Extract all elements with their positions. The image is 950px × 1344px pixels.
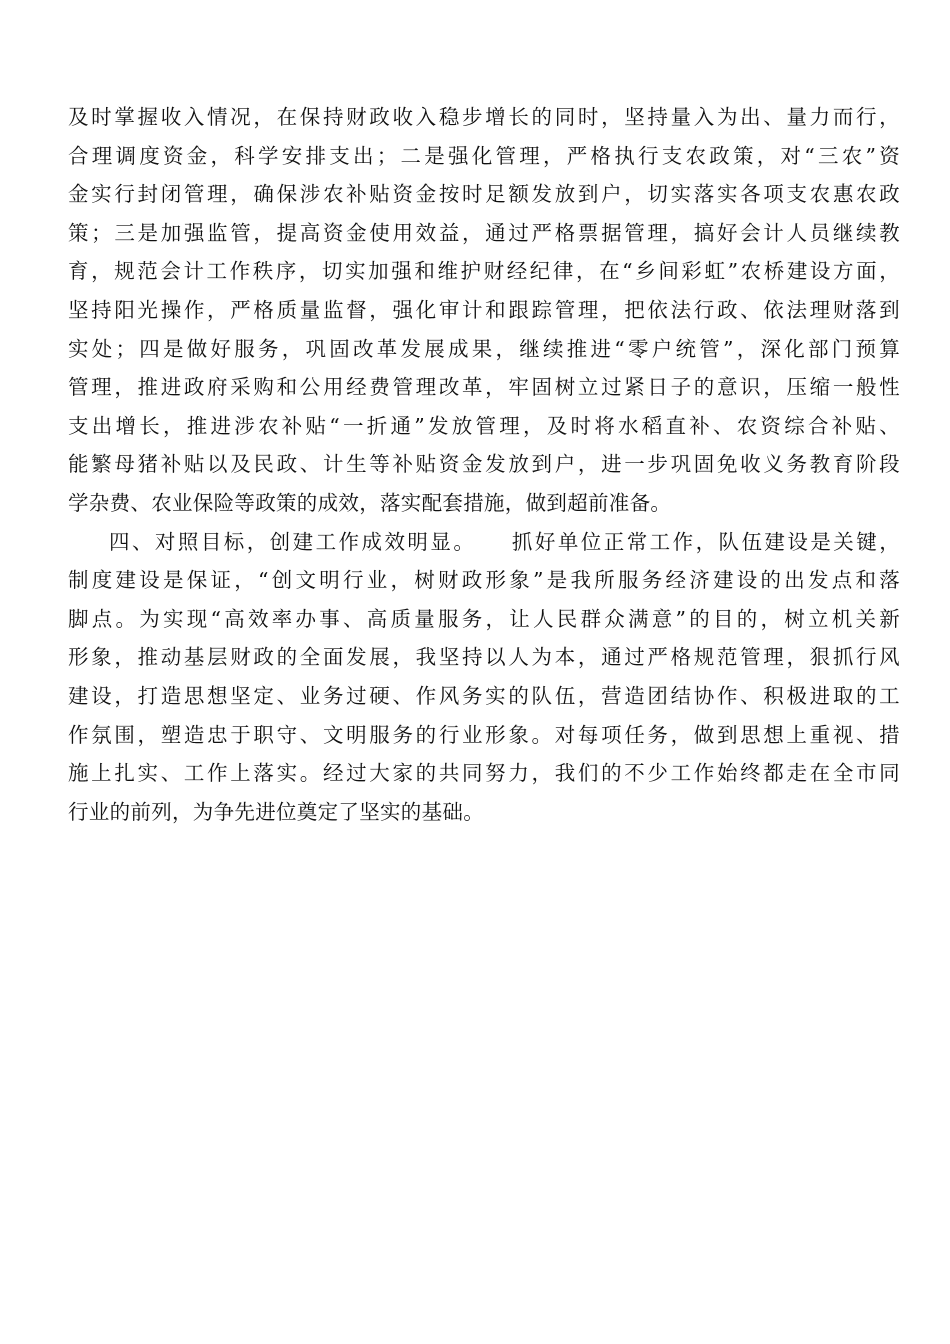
- text-line: 脚点。为实现“高效率办事、高质量服务，让人民群众满意”的目的，树立机关新: [68, 606, 900, 631]
- text-line: 策；三是加强监管，提高资金使用效益，通过严格票据管理，搞好会计人员继续教: [68, 220, 900, 245]
- text-line: 能繁母猪补贴以及民政、计生等补贴资金发放到户，进一步巩固免收义务教育阶段: [68, 452, 900, 477]
- text-line: 实处；四是做好服务，巩固改革发展成果，继续推进“零户统管”，深化部门预算: [68, 336, 900, 361]
- text-line: 形象，推动基层财政的全面发展，我坚持以人为本，通过严格规范管理，狠抓行风: [68, 645, 900, 670]
- text-line: 金实行封闭管理，确保涉农补贴资金按时足额发放到户，切实落实各项支农惠农政: [68, 182, 900, 207]
- document-body: [68, 98, 900, 831]
- text-line: 坚持阳光操作，严格质量监督，强化审计和跟踪管理，把依法行政、依法理财落到: [68, 297, 900, 322]
- text-line: 行业的前列，为争先进位奠定了坚实的基础。: [68, 799, 484, 824]
- text-line: 学杂费、农业保险等政策的成效，落实配套措施，做到超前准备。: [68, 490, 672, 515]
- text-line: 及时掌握收入情况，在保持财政收入稳步增长的同时，坚持量入为出、量力而行，: [68, 105, 900, 129]
- text-line: 作氛围，塑造忠于职守、文明服务的行业形象。对每项任务，做到思想上重视、措: [68, 722, 900, 747]
- paragraph-2: [68, 523, 900, 832]
- paragraph-heading-line: 四、对照目标，创建工作成效明显。 抓好单位正常工作，队伍建设是关键，: [109, 529, 900, 554]
- text-line: 管理，推进政府采购和公用经费管理改革，牢固树立过紧日子的意识，压缩一般性: [68, 375, 900, 400]
- text-line: 建设，打造思想坚定、业务过硬、作风务实的队伍，营造团结协作、积极进取的工: [68, 683, 900, 708]
- text-line: 合理调度资金，科学安排支出；二是强化管理，严格执行支农政策，对“三农”资: [68, 143, 900, 168]
- text-line: 支出增长，推进涉农补贴“一折通”发放管理，及时将水稻直补、农资综合补贴、: [68, 413, 900, 438]
- paragraph-1: [68, 98, 900, 523]
- text-line: 施上扎实、工作上落实。经过大家的共同努力，我们的不少工作始终都走在全市同: [68, 761, 900, 786]
- text-line: 育，规范会计工作秩序，切实加强和维护财经纪律，在“乡间彩虹”农桥建设方面，: [68, 259, 900, 284]
- text-line: 制度建设是保证，“创文明行业，树财政形象”是我所服务经济建设的出发点和落: [68, 568, 900, 593]
